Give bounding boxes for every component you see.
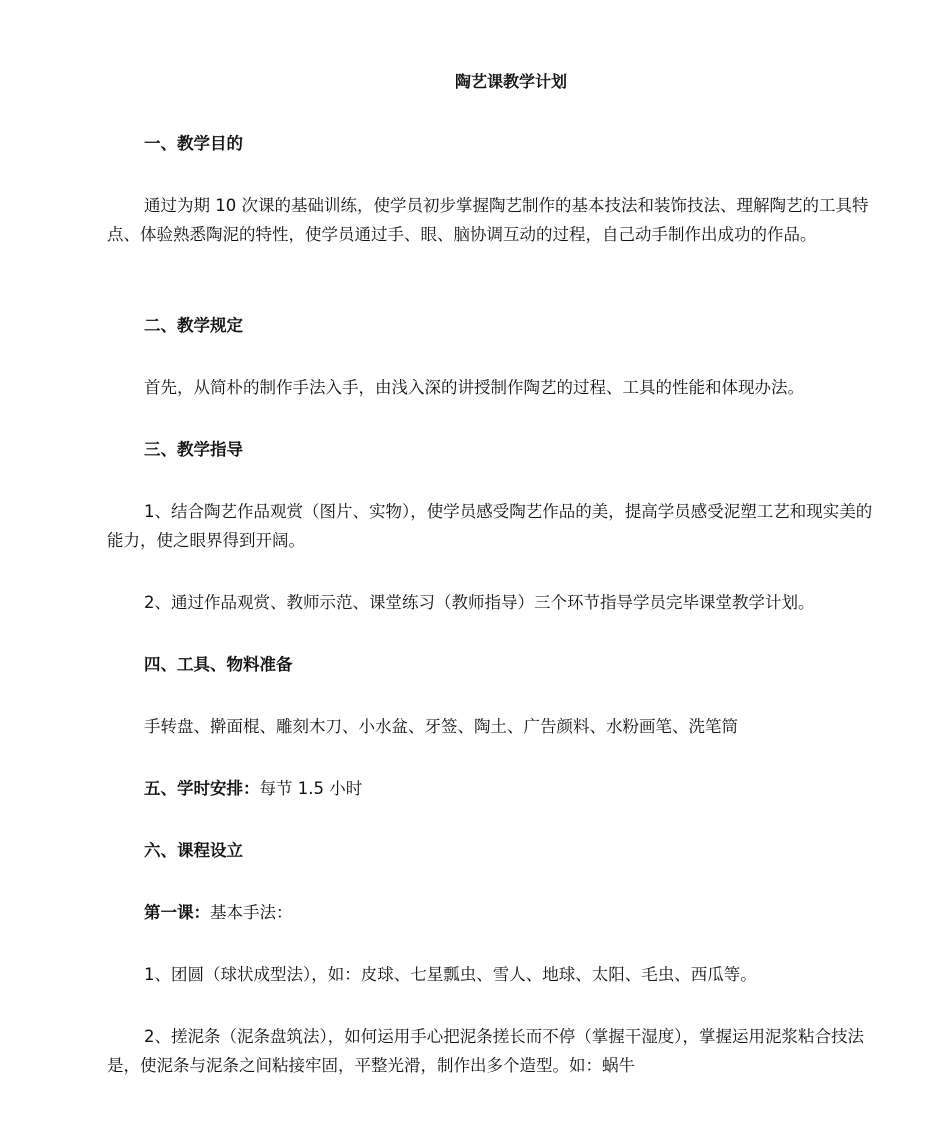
- section-heading-materials: 四、工具、物料准备: [144, 655, 293, 674]
- paragraph-guidance-2: 2、通过作品观赏、教师示范、课堂练习（教师指导）三个环节指导学员完毕课堂教学计划。: [144, 593, 815, 612]
- paragraph-purpose: 通过为期 10 次课的基础训练，使学员初步掌握陶艺制作的基本技法和装饰技法、理解陶艺的工具特点、体验熟悉陶泥的特性，使学员通过手、眼、脑协调互动的过程，自己动手制作出成功的作品。: [107, 196, 869, 244]
- paragraph-schedule: [107, 774, 880, 803]
- schedule-value: 每节 1.5 小时: [259, 779, 363, 798]
- paragraph-lesson1-item2: 2、搓泥条（泥条盘筑法），如何运用手心把泥条搓长而不停（掌握干湿度），掌握运用泥浆粘合技法是，使泥条与泥条之间粘接牢固，平整光滑，制作出多个造型。如：蜗牛: [107, 1027, 864, 1075]
- section-heading-guidance: 三、教学指导: [144, 440, 243, 459]
- section-heading-purpose: 一、教学目的: [144, 134, 243, 153]
- section-heading-courses: 六、课程设立: [144, 841, 243, 860]
- lesson1-value: 基本手法：: [210, 903, 293, 922]
- schedule-label: 五、学时安排：: [144, 779, 260, 798]
- section-heading-requirements: 二、教学规定: [144, 316, 243, 335]
- paragraph-guidance-1: 1、结合陶艺作品观赏（图片、实物），使学员感受陶艺作品的美，提高学员感受泥塑工艺和现实美的能力，使之眼界得到开阔。: [107, 502, 873, 550]
- paragraph-lesson1: [107, 898, 880, 927]
- paragraph-requirements: 首先，从简朴的制作手法入手，由浅入深的讲授制作陶艺的过程、工具的性能和体现办法。: [144, 378, 804, 397]
- paragraph-lesson1-item1: 1、团圆（球状成型法），如：皮球、七星瓢虫、雪人、地球、太阳、毛虫、西瓜等。: [144, 965, 757, 984]
- lesson1-label: 第一课：: [144, 903, 210, 922]
- paragraph-materials: 手转盘、擀面棍、雕刻木刀、小水盆、牙签、陶土、广告颜料、水粉画笔、洗笔筒: [144, 717, 738, 736]
- document-title: 陶艺课教学计划: [454, 72, 567, 91]
